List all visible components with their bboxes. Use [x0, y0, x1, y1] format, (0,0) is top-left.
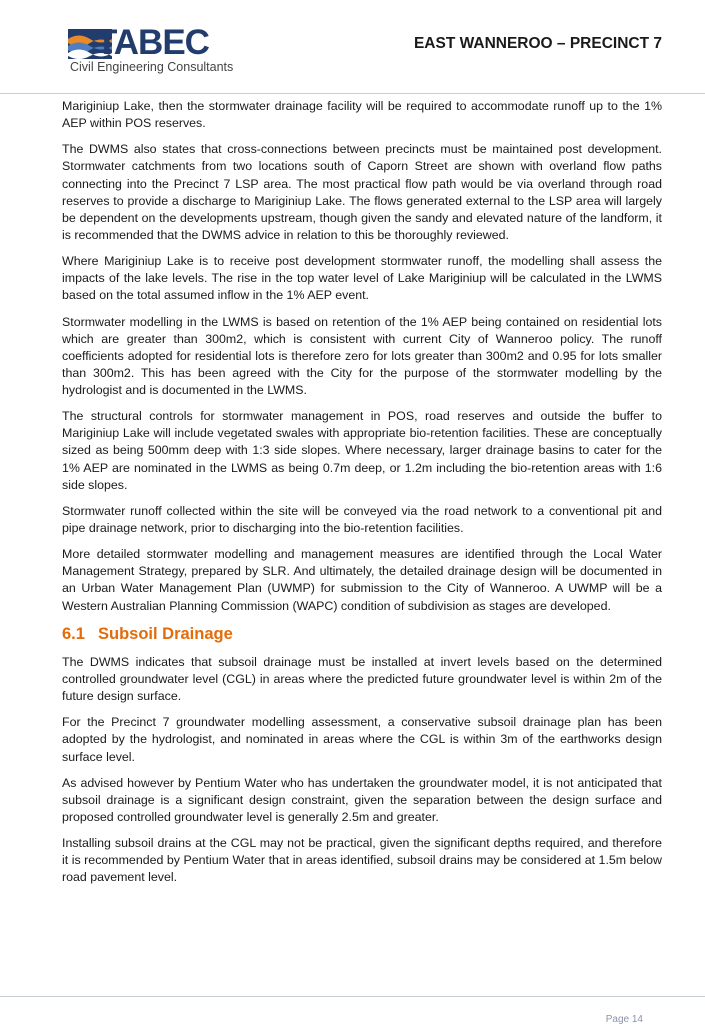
body-paragraph: Where Mariginiup Lake is to receive post development stormwater runoff, the modelling shall assess the impacts of the lake levels. The rise in the top water level of Lake Mariginiup will be calculated in the LWMS based on the total assumed inflow in the 1% AEP event. — [62, 254, 662, 303]
document-title: EAST WANNEROO – PRECINCT 7 — [413, 35, 662, 52]
body-paragraph: The DWMS also states that cross-connections between precincts must be maintained post development. Stormwater catchments from two locations south of Caporn Street are shown with overland flow paths connecting into the Precinct 7 LSP area. The most practical flow path would be via overland through road reserves to provide a discharge to Mariginiup Lake. The flows generated external to the LSP area will largely be dependent on the developments upstream, though given the sandy and elevated nature of the landform, it is recommended that the DWMS advice in relation to this be thoroughly reviewed. — [62, 142, 662, 242]
section-heading — [62, 624, 662, 644]
body-paragraph: The DWMS indicates that subsoil drainage must be installed at invert levels based on the determined controlled groundwater level (CGL) in areas where the predicted future groundwater level is within 2m of the future design surface. — [62, 654, 662, 704]
body-paragraph: For the Precinct 7 groundwater modelling assessment, a conservative subsoil drainage plan has been adopted by the hydrologist, and nominated in areas where the CGL is within 3m of the earthworks design surface level. — [62, 715, 662, 764]
body-paragraph: Installing subsoil drains at the CGL may not be practical, given the significant depths required, and therefore it is recommended by Pentium Water that in areas identified, subsoil drains may be considered at 1.5m below road pavement level. — [62, 836, 662, 885]
section-number: 6.1 — [62, 624, 85, 643]
body-paragraph: The structural controls for stormwater management in POS, road reserves and outside the buffer to Mariginiup Lake will include vegetated swales with appropriate bio-retention facilities. These are conceptually sized as being 500mm deep with 1:3 side slopes. Where necessary, larger drainage basins to cater for the 1% AEP are nominated in the LWMS as being 0.7m deep, or 1.2m including the bio-retention areas with 1:6 side slopes. — [62, 409, 662, 492]
page-header — [0, 0, 705, 93]
logo-wordmark: TABEC — [96, 23, 209, 62]
footer-divider — [0, 996, 705, 997]
body-paragraph: More detailed stormwater modelling and management measures are identified through the Local Water Management Strategy, prepared by SLR. And ultimately, the detailed drainage design will be documented in an Urban Water Management Plan (UWMP) for submission to the City of Wanneroo. A UWMP will be a Western Australian Planning Commission (WAPC) condition of subdivision as stages are developed. — [62, 547, 662, 613]
company-logo — [68, 23, 248, 78]
body-paragraph: As advised however by Pentium Water who has undertaken the groundwater model, it is not anticipated that subsoil drainage is a significant design constraint, given the separation between the design surface and proposed controlled groundwater level is generally 2.5m and greater. — [62, 775, 662, 824]
body-paragraph: Stormwater modelling in the LWMS is based on retention of the 1% AEP being contained on residential lots which are greater than 300m2, which is consistent with current City of Wanneroo policy. The runoff coefficients adopted for residential lots is therefore zero for lots greater than 300m2 and 0.95 for lots smaller than 300m2. This has been agreed with the City for the purpose of the stormwater modelling by the hydrologist and is documented in the LWMS. — [62, 314, 662, 397]
page-body — [62, 98, 662, 896]
body-paragraph: Mariginiup Lake, then the stormwater drainage facility will be required to accommodate runoff up to the 1% AEP within POS reserves. — [62, 99, 662, 131]
body-paragraph: Stormwater runoff collected within the site will be conveyed via the road network to a conventional pit and pipe drainage network, prior to discharging into the bio-retention facilities. — [62, 503, 662, 535]
logo-subtitle: Civil Engineering Consultants — [70, 60, 234, 74]
page-number: Page 14 — [605, 1014, 643, 1025]
section-title: Subsoil Drainage — [98, 624, 233, 643]
header-divider — [0, 93, 705, 94]
